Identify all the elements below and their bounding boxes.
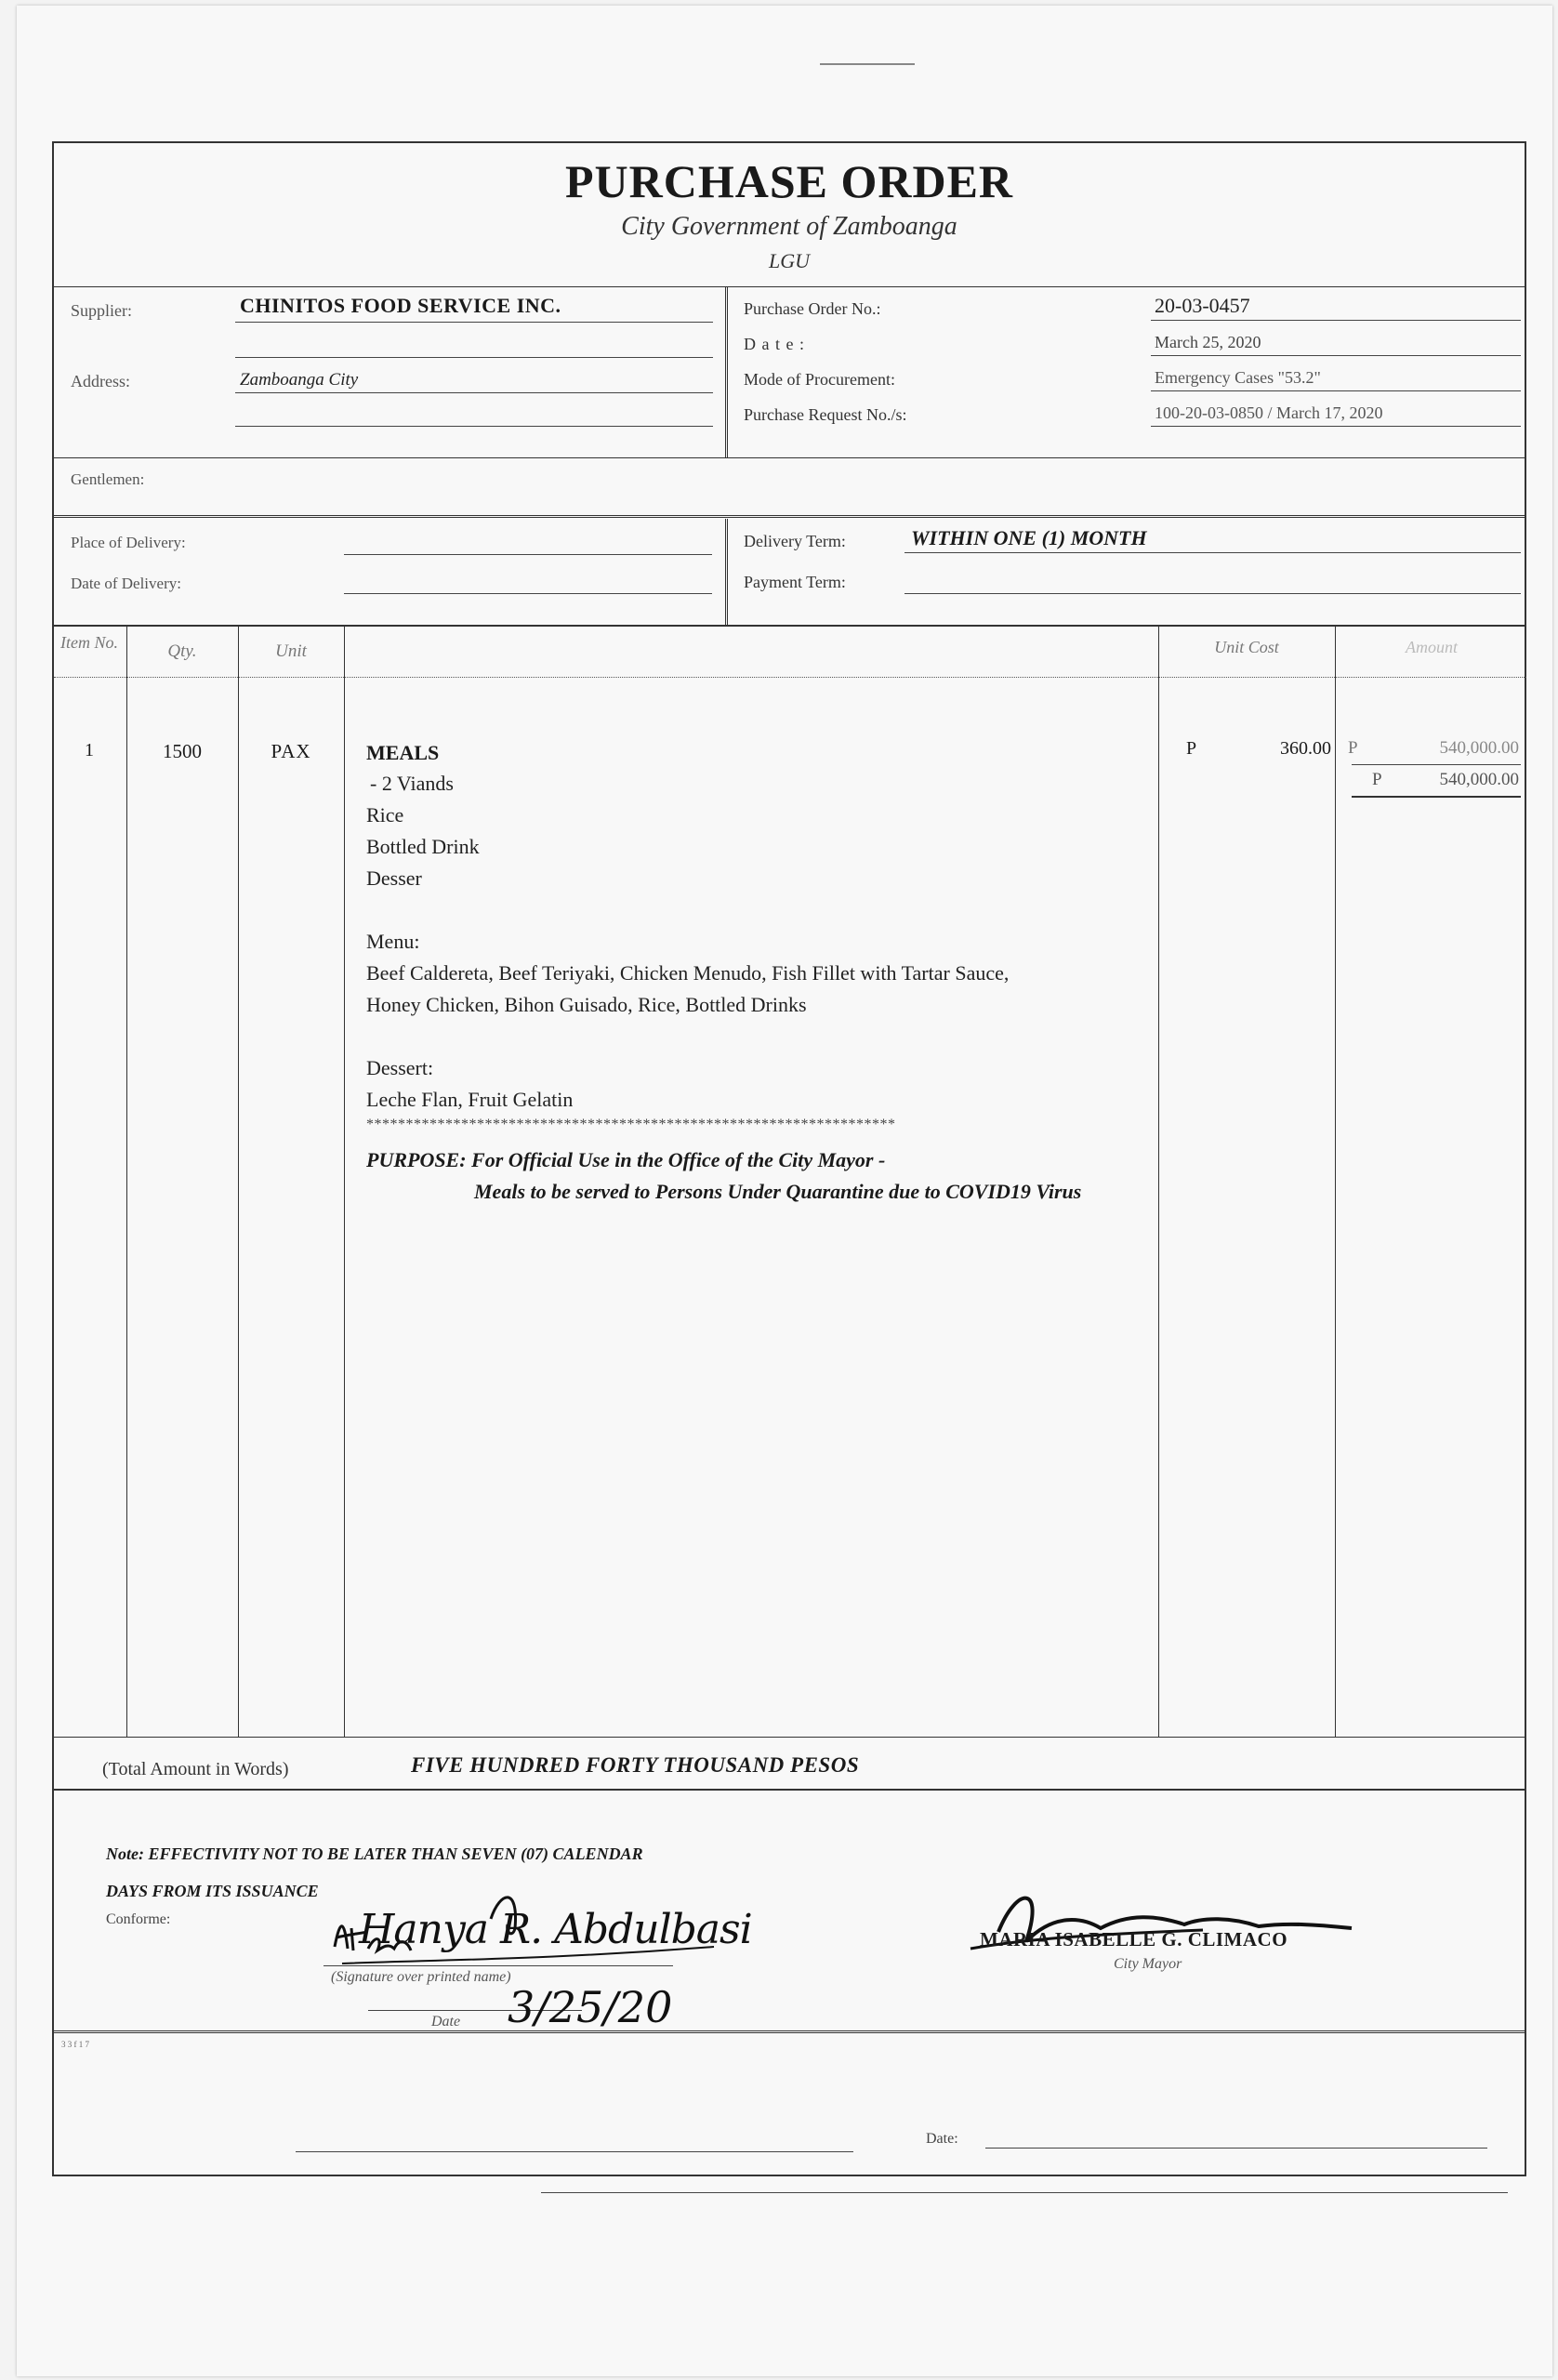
pr-label: Purchase Request No./s: xyxy=(744,405,907,424)
col-header-unit: Unit xyxy=(275,641,307,661)
total-underline xyxy=(1352,796,1521,798)
col-divider xyxy=(1335,625,1336,1737)
divider xyxy=(725,519,728,625)
mode-label: Mode of Procurement: xyxy=(744,370,895,389)
supplier-underline xyxy=(235,322,713,323)
conforme-label: Conforme: xyxy=(106,1911,171,1927)
col-header-unit-cost: Unit Cost xyxy=(1214,638,1279,656)
address-value: Zamboanga City xyxy=(240,370,359,390)
page-title: PURCHASE ORDER xyxy=(564,155,1014,207)
col-header-item: Item No. xyxy=(60,633,118,652)
desc-line: Rice xyxy=(366,803,404,826)
address-label: Address: xyxy=(71,372,130,390)
place-underline xyxy=(344,554,712,555)
date-value: March 25, 2020 xyxy=(1155,333,1261,351)
total-words-label: (Total Amount in Words) xyxy=(102,1759,289,1779)
po-number-underline xyxy=(1151,320,1521,321)
menu-line: Honey Chicken, Bihon Guisado, Rice, Bottled Drinks xyxy=(366,993,807,1016)
desc-line: Desser xyxy=(366,866,422,890)
header-divider xyxy=(54,677,1526,678)
document-page xyxy=(17,6,1552,2376)
mayor-name: MARIA ISABELLE G. CLIMACO xyxy=(980,1928,1288,1950)
divider xyxy=(52,1737,1526,1738)
date-underline xyxy=(1151,355,1521,356)
col-header-qty: Qty. xyxy=(167,641,197,661)
divider xyxy=(52,286,1526,287)
item-qty: 1500 xyxy=(163,740,202,762)
divider xyxy=(52,625,1526,627)
desc-line: Bottled Drink xyxy=(366,835,480,858)
col-divider xyxy=(238,625,239,1737)
divider xyxy=(52,457,1526,458)
payment-term-underline xyxy=(904,593,1521,594)
bottom-line xyxy=(541,2192,1508,2193)
stars-divider: ******************************************************************* xyxy=(366,1117,896,1132)
amount-currency: P xyxy=(1348,738,1358,758)
note-line-1: Note: EFFECTIVITY NOT TO BE LATER THAN SEVEN (07) CALENDAR xyxy=(106,1844,643,1863)
footer-date-underline xyxy=(985,2148,1487,2149)
col-header-amount: Amount xyxy=(1406,638,1458,656)
item-unit: PAX xyxy=(271,740,311,762)
form-code: 3 3 f 1 7 xyxy=(61,2040,89,2049)
supplier-value: CHINITOS FOOD SERVICE INC. xyxy=(240,294,561,317)
desc-line: - 2 Viands xyxy=(370,772,454,795)
col-divider xyxy=(344,625,345,1737)
total-value: 540,000.00 xyxy=(1439,770,1519,789)
col-divider xyxy=(1158,625,1159,1737)
mode-value: Emergency Cases "53.2" xyxy=(1155,368,1321,387)
mayor-signature xyxy=(961,1876,1370,1969)
dessert-label: Dessert: xyxy=(366,1056,434,1079)
signature-caption: (Signature over printed name) xyxy=(331,1969,511,1985)
delivery-term-label: Delivery Term: xyxy=(744,532,846,550)
conforme-signature-text: Hanya R. Abdulbasi xyxy=(359,1906,752,1953)
note-line-2: DAYS FROM ITS ISSUANCE xyxy=(106,1882,319,1900)
item-description xyxy=(366,738,1156,1207)
unit-cost-value: 360.00 xyxy=(1280,738,1331,759)
lgu-label: LGU xyxy=(768,249,810,272)
delivery-term-underline xyxy=(904,552,1521,553)
pr-underline xyxy=(1151,426,1521,427)
po-number-value: 20-03-0457 xyxy=(1155,294,1250,317)
total-currency: P xyxy=(1372,770,1382,789)
address-underline-2 xyxy=(235,426,713,427)
page-subtitle: City Government of Zamboanga xyxy=(621,212,957,241)
po-number-label: Purchase Order No.: xyxy=(744,299,881,318)
footer-underline-left xyxy=(296,2151,853,2152)
dessert-line: Leche Flan, Fruit Gelatin xyxy=(366,1088,574,1111)
menu-label: Menu: xyxy=(366,930,420,953)
address-underline xyxy=(235,392,713,393)
purpose-line-2: Meals to be served to Persons Under Quarantine due to COVID19 Virus xyxy=(474,1180,1082,1203)
gentlemen-label: Gentlemen: xyxy=(71,470,145,488)
unit-cost-currency: P xyxy=(1186,738,1197,759)
pr-value: 100-20-03-0850 / March 17, 2020 xyxy=(1155,403,1383,422)
desc-title: MEALS xyxy=(366,741,440,764)
divider xyxy=(52,515,1526,518)
divider xyxy=(52,2030,1526,2033)
date-delivery-underline xyxy=(344,593,712,594)
col-divider xyxy=(126,625,127,1737)
mayor-title: City Mayor xyxy=(1114,1956,1182,1972)
total-words-value: FIVE HUNDRED FORTY THOUSAND PESOS xyxy=(411,1753,860,1777)
staple-mark xyxy=(820,63,915,65)
purpose-line-1: PURPOSE: For Official Use in the Office of the City Mayor - xyxy=(366,1148,886,1171)
divider xyxy=(52,1789,1526,1791)
menu-line: Beef Caldereta, Beef Teriyaki, Chicken Menudo, Fish Fillet with Tartar Sauce, xyxy=(366,961,1010,985)
place-of-delivery-label: Place of Delivery: xyxy=(71,534,186,551)
supplier-underline-2 xyxy=(235,357,713,358)
mode-underline xyxy=(1151,390,1521,391)
divider xyxy=(725,286,728,457)
date-of-delivery-label: Date of Delivery: xyxy=(71,575,181,592)
date-label: D a t e : xyxy=(744,335,805,353)
amount-underline xyxy=(1352,764,1521,765)
supplier-label: Supplier: xyxy=(71,301,132,320)
amount-value: 540,000.00 xyxy=(1439,738,1519,758)
item-number: 1 xyxy=(85,740,94,760)
signed-date: 3/25/20 xyxy=(508,1982,673,2032)
footer-date-label: Date: xyxy=(926,2131,958,2147)
payment-term-label: Payment Term: xyxy=(744,573,846,591)
date-caption: Date xyxy=(431,2014,461,2030)
delivery-term-value: WITHIN ONE (1) MONTH xyxy=(911,526,1147,549)
signature-underline xyxy=(323,1965,673,1966)
